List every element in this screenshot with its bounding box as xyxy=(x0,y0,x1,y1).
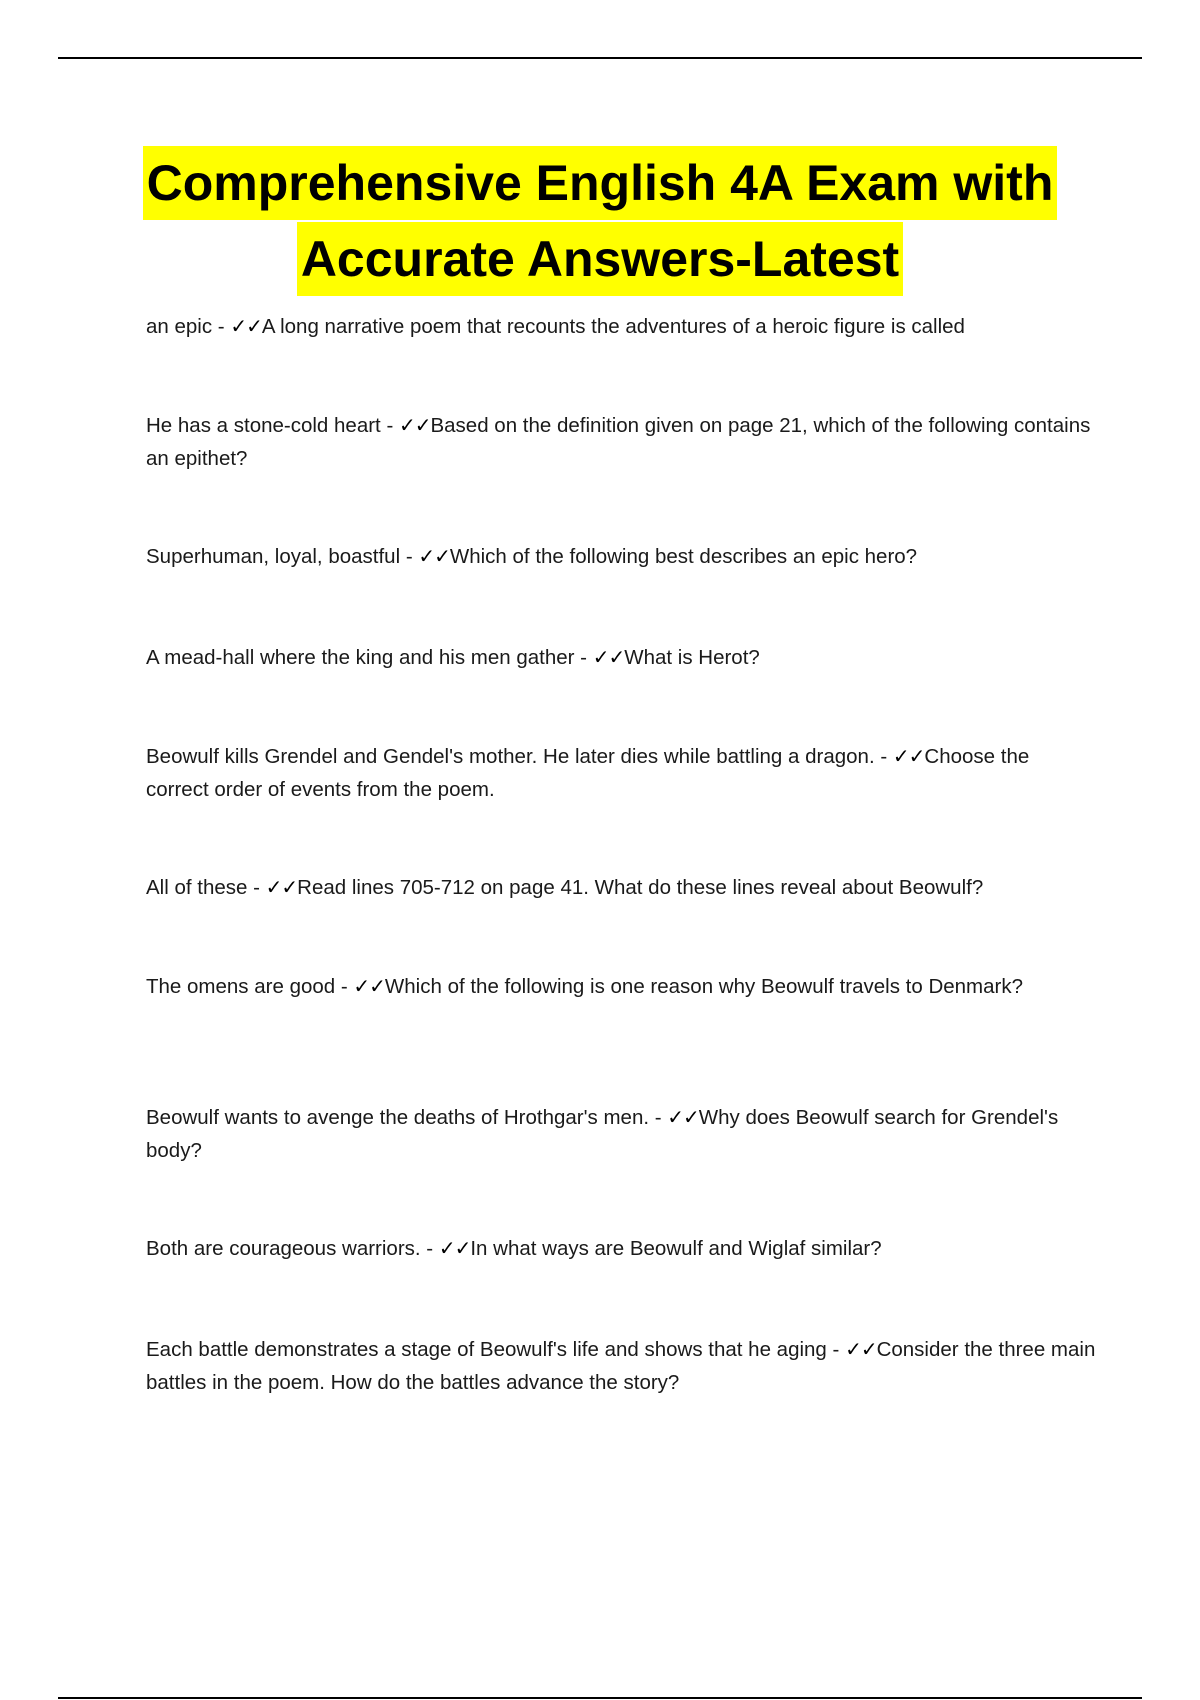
check-mark-icon: ✓✓ xyxy=(265,875,298,899)
question-text: Read lines 705-712 on page 41. What do these lines reveal about Beowulf? xyxy=(297,876,984,899)
qa-item-4 xyxy=(146,641,1096,674)
check-mark-icon: ✓✓ xyxy=(845,1337,877,1361)
question-text: Why does Beowulf search for Grendel's body? xyxy=(146,1106,1059,1162)
answer-text: Both are courageous warriors. xyxy=(146,1237,421,1260)
question-text: Based on the definition given on page 21, which of the following contains an epithet? xyxy=(146,414,1091,470)
question-text: What is Herot? xyxy=(624,646,760,669)
separator: - xyxy=(826,1338,846,1361)
separator: - xyxy=(247,876,266,899)
question-text: Consider the three main battles in the poem. How do the battles advance the story? xyxy=(146,1338,1096,1394)
answer-text: He has a stone-cold heart xyxy=(146,414,381,437)
separator: - xyxy=(874,745,893,768)
title-line-2: Accurate Answers-Latest xyxy=(297,222,903,296)
check-mark-icon: ✓✓ xyxy=(892,744,925,768)
check-mark-icon: ✓✓ xyxy=(438,1236,471,1260)
answer-text: Beowulf kills Grendel and Gendel's mother. He later dies while battling a dragon. xyxy=(146,745,875,768)
qa-item-2 xyxy=(146,409,1096,475)
separator: - xyxy=(400,545,419,568)
separator: - xyxy=(212,315,231,338)
question-text: Which of the following best describes an epic hero? xyxy=(449,545,918,568)
check-mark-icon: ✓✓ xyxy=(353,974,385,998)
answer-text: The omens are good xyxy=(146,975,336,998)
separator: - xyxy=(649,1106,668,1129)
qa-item-5 xyxy=(146,740,1096,806)
check-mark-icon: ✓✓ xyxy=(418,544,450,568)
question-text: Choose the correct order of events from the poem. xyxy=(146,745,1030,801)
qa-item-7 xyxy=(146,970,1096,1003)
separator: - xyxy=(335,975,354,998)
qa-item-9 xyxy=(146,1232,1096,1265)
check-mark-icon: ✓✓ xyxy=(230,314,262,338)
answer-text: A mead-hall where the king and his men gather xyxy=(146,646,575,669)
answer-text: All of these xyxy=(146,876,248,899)
question-text: In what ways are Beowulf and Wiglaf similar? xyxy=(470,1237,882,1260)
question-text: A long narrative poem that recounts the adventures of a heroic figure is called xyxy=(261,315,965,338)
check-mark-icon: ✓✓ xyxy=(592,645,625,669)
document-title xyxy=(0,146,1200,298)
qa-item-1 xyxy=(146,310,1096,343)
qa-item-10 xyxy=(146,1333,1096,1399)
qa-item-8 xyxy=(146,1101,1096,1167)
answer-text: Superhuman, loyal, boastful xyxy=(146,545,401,568)
qa-item-3 xyxy=(146,540,1096,573)
title-line-1: Comprehensive English 4A Exam with xyxy=(143,146,1058,220)
check-mark-icon: ✓✓ xyxy=(398,413,431,437)
separator: - xyxy=(574,646,593,669)
check-mark-icon: ✓✓ xyxy=(667,1105,699,1129)
separator: - xyxy=(420,1237,439,1260)
answer-text: an epic xyxy=(146,315,213,338)
qa-item-6 xyxy=(146,871,1096,904)
answer-text: Each battle demonstrates a stage of Beowulf's life and shows that he aging xyxy=(146,1338,827,1361)
answer-text: Beowulf wants to avenge the deaths of Hrothgar's men. xyxy=(146,1106,650,1129)
separator: - xyxy=(380,414,399,437)
top-rule xyxy=(58,57,1142,59)
bottom-rule xyxy=(58,1697,1142,1699)
question-text: Which of the following is one reason why Beowulf travels to Denmark? xyxy=(384,975,1024,998)
